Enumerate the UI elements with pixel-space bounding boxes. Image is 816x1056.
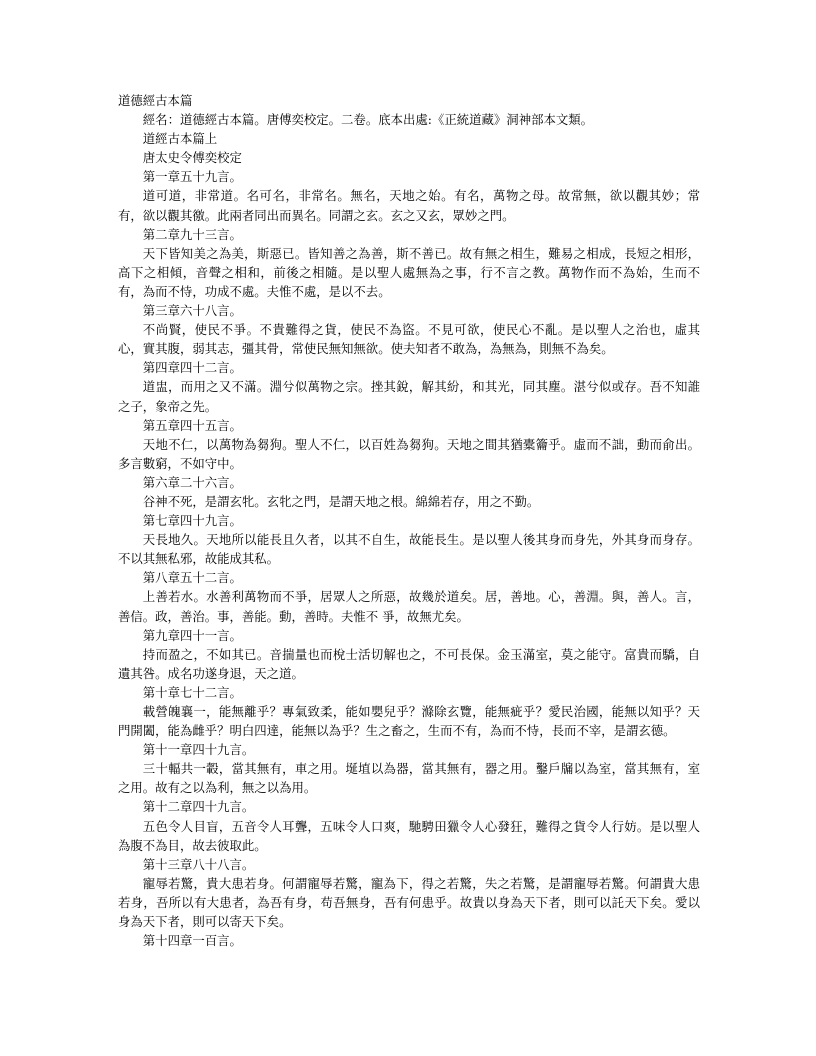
document-paragraph: 第十二章四十九言。 (142, 799, 255, 815)
document-paragraph: 第八章五十二言。 (142, 570, 242, 586)
document-paragraph: 谷神不死，是謂玄牝。玄牝之門，是謂天地之根。綿綿若存，用之不勤。 (142, 493, 540, 509)
document-paragraph: 寵辱若驚，貴大患若身。何謂寵辱若驚，寵為下，得之若驚，失之若驚，是謂寵辱若驚。何謂貴大患若身，吾所以有大患者，為吾有身，苟吾無身，吾有何患乎。故貴以身為天下者，則可以託天下矣。愛以身為天下者，則可以寄天下矣。 (118, 875, 700, 930)
document-paragraph: 道盅，而用之又不滿。淵兮似萬物之宗。挫其銳，解其紛，和其光，同其塵。湛兮似或存。吾不知誰之子，象帝之先。 (118, 379, 700, 414)
document-paragraph: 第七章四十九言。 (142, 513, 242, 529)
document-paragraph: 第十四章一百言。 (142, 933, 242, 949)
document-paragraph: 天長地久。天地所以能長且久者，以其不自生，故能長生。是以聖人後其身而身先，外其身而身存。不以其無私邪，故能成其私。 (118, 532, 700, 567)
document-paragraph: 第六章二十六言。 (142, 474, 242, 490)
document-paragraph: 第一章五十九言。 (142, 169, 242, 185)
document-paragraph: 不尚賢，使民不爭。不貴難得之貨，使民不為盜。不見可欲，使民心不亂。是以聖人之治也，虛其心，實其腹，弱其志，彊其骨，常使民無知無欲。使夫知者不敢為，為無為，則無不為矣。 (118, 322, 700, 357)
document-paragraph: 第二章九十三言。 (142, 226, 242, 242)
document-paragraph: 三十輻共一轂，當其無有，車之用。埏埴以為器，當其無有，器之用。鑿戶牖以為室，當其無有，室之用。故有之以為利，無之以為用。 (118, 761, 700, 796)
document-paragraph: 第十一章四十九言。 (142, 742, 255, 758)
document-paragraph: 第三章六十八言。 (142, 303, 242, 319)
document-paragraph: 上善若水。水善利萬物而不爭，居眾人之所惡，故幾於道矣。居，善地。心，善淵。與，善人。言，善信。政，善治。事，善能。動，善時。夫惟不 爭，故無尤矣。 (118, 589, 700, 624)
document-title: 道德經古本篇 (118, 93, 193, 108)
document-paragraph: 天地不仁，以萬物為芻狗。聖人不仁，以百姓為芻狗。天地之間其猶橐籥乎。虛而不詘，動而俞出。多言數窮，不如守中。 (118, 436, 700, 471)
document-paragraph: 第五章四十五言。 (142, 417, 242, 433)
document-paragraph: 道經古本篇上 (142, 131, 218, 147)
document-paragraph: 天下皆知美之為美，斯惡已。皆知善之為善，斯不善已。故有無之相生，難易之相成，長短之相形，高下之相傾，音聲之相和，前後之相隨。是以聖人處無為之事，行不言之教。萬物作而不為始，生而不有，為而不恃，功成不處。夫惟不處，是以不去。 (118, 245, 700, 299)
document-body (118, 91, 700, 950)
document-paragraph: 持而盈之，不如其已。音揣量也而梲士活切解也之，不可長保。金玉滿室，莫之能守。富貴而驕，自遺其咎。成名功遂身退，天之道。 (118, 646, 700, 681)
document-paragraph: 第九章四十一言。 (142, 627, 242, 643)
document-paragraph: 第四章四十二言。 (142, 360, 242, 376)
document-paragraph: 道可道，非常道。名可名，非常名。無名，天地之始。有名，萬物之母。故常無，欲以觀其妙；常有，欲以觀其徼。此兩者同出而異名。同謂之玄。玄之又玄，眾妙之門。 (118, 188, 700, 223)
document-paragraph: 唐太史令傅奕校定 (142, 150, 242, 166)
document-paragraph: 五色令人目盲，五音令人耳聾，五味令人口爽，馳騁田獵令人心發狂，難得之貨令人行妨。是以聖人為腹不為目，故去彼取此。 (118, 818, 700, 853)
document-paragraph: 第十三章八十八言。 (142, 856, 255, 872)
document-paragraph: 第十章七十二言。 (142, 684, 242, 700)
document-paragraph: 載營魄襄一，能無離乎？專氣致柔，能如嬰兒乎？滌除玄覽，能無疵乎？愛民治國，能無以知乎？天門開闔，能為雌乎？明白四達，能無以為乎？生之畜之，生而不有，為而不恃，長而不宰，是謂玄德。 (118, 704, 700, 739)
document-paragraph: 經名：道德經古本篇。唐傅奕校定。二卷。底本出處:《正統道藏》洞神部本文類。 (142, 112, 594, 128)
